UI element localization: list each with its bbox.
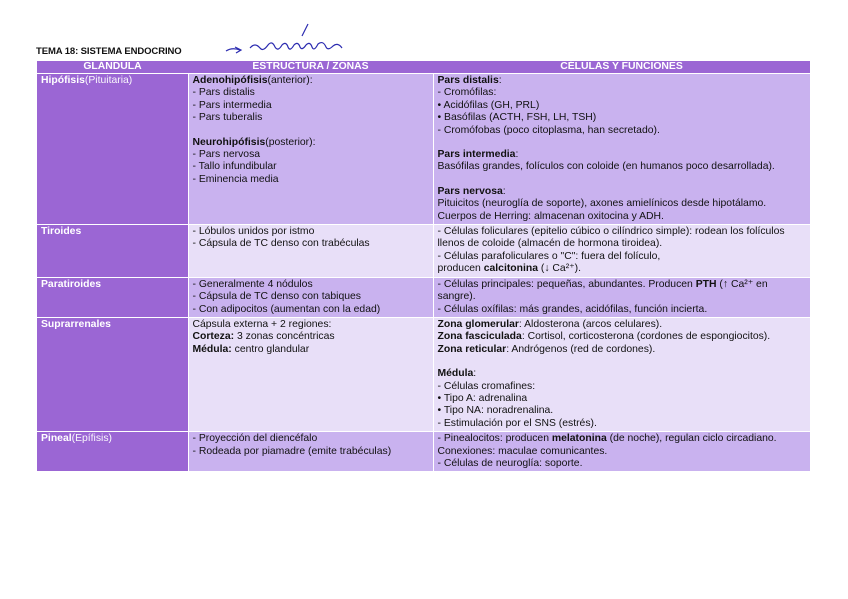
gland-tiroides: Tiroides bbox=[37, 225, 188, 278]
header-estructura: ESTRUCTURA / ZONAS bbox=[188, 61, 433, 74]
table-row bbox=[37, 74, 810, 225]
table-row bbox=[37, 225, 810, 278]
functions-hipofisis: Pars distalis: - Cromófilas: • Acidófilas (GH, PRL) • Basófilas (ACTH, FSH, LH, TSH) - Cromófobas (poco citoplasma, han secretado). Pars intermedia: Basófilas grandes, folículos con coloide (en humanos poco desarrollada). Pars nervosa: Pituicitos (neuroglía de soporte), axones amielínicos desde hipotálamo. Cuerpos de Herring: almacenan oxitocina y ADH. bbox=[433, 74, 810, 225]
functions-tiroides: - Células foliculares (epitelio cúbico o cilíndrico simple): rodean los folículos llenos de coloide (almacén de hormona tiroidea). - Células parafoliculares o "C": fuera del folículo, producen calcitonina (↓ Ca²⁺). bbox=[433, 225, 810, 278]
header-glandula: GLÁNDULA bbox=[37, 61, 188, 74]
structure-suprarrenales: Cápsula externa + 2 regiones: Corteza: 3 zonas concéntricas Médula: centro glandular bbox=[188, 317, 433, 431]
functions-pineal: - Pinealocitos: producen melatonina (de noche), regulan ciclo circadiano. Conexiones: maculae comunicantes. - Células de neuroglía: soporte. bbox=[433, 432, 810, 472]
structure-paratiroides: - Generalmente 4 nódulos - Cápsula de TC denso con tabiques - Con adipocitos (aumentan con la edad) bbox=[188, 277, 433, 317]
functions-paratiroides: - Células principales: pequeñas, abundantes. Producen PTH (↑ Ca²⁺ en sangre). - Células oxífilas: más grandes, acidófilas, función incierta. bbox=[433, 277, 810, 317]
gland-pineal: Pineal(Epífisis) bbox=[37, 432, 188, 472]
handwritten-annotation bbox=[222, 14, 352, 62]
table-row bbox=[37, 432, 810, 472]
header-celulas: CÉLULAS Y FUNCIONES bbox=[433, 61, 810, 74]
structure-hipofisis: Adenohipófisis(anterior): - Pars distalis - Pars intermedia - Pars tuberalis Neurohipófisis(posterior): - Pars nervosa - Tallo infundibular - Eminencia media bbox=[188, 74, 433, 225]
structure-pineal: - Proyección del diencéfalo - Rodeada por piamadre (emite trabéculas) bbox=[188, 432, 433, 472]
gland-hipofisis: Hipófisis(Pituitaria) bbox=[37, 74, 188, 225]
table-header bbox=[37, 61, 810, 74]
page-title: TEMA 18: SISTEMA ENDOCRINO bbox=[36, 46, 182, 57]
endocrine-table bbox=[37, 61, 811, 472]
gland-paratiroides: Paratiroides bbox=[37, 277, 188, 317]
gland-suprarrenales: Suprarrenales bbox=[37, 317, 188, 431]
table-row bbox=[37, 277, 810, 317]
structure-tiroides: - Lóbulos unidos por istmo - Cápsula de TC denso con trabéculas bbox=[188, 225, 433, 278]
table-row bbox=[37, 317, 810, 431]
functions-suprarrenales: Zona glomerular: Aldosterona (arcos celulares). Zona fasciculada: Cortisol, corticosterona (cordones de espongiocitos). Zona reticular: Andrógenos (red de cordones). Médula: - Células cromafines: • Tipo A: adrenalina • Tipo NA: noradrenalina. - Estimulación por el SNS (estrés). bbox=[433, 317, 810, 431]
